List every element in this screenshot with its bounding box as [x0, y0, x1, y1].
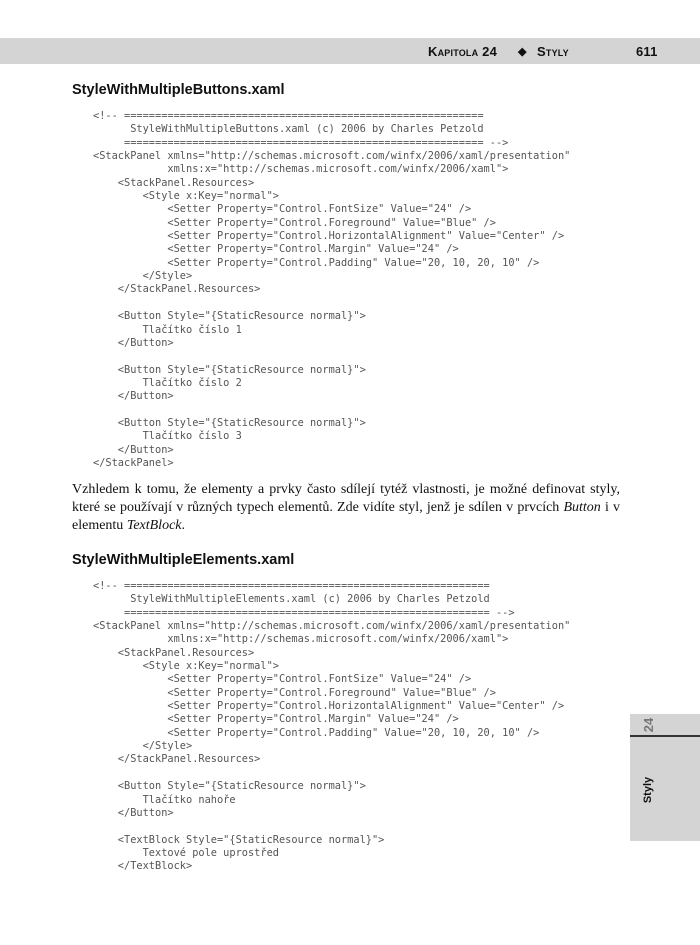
side-tab-divider	[630, 735, 700, 737]
side-tab-chapter-number: 24	[641, 717, 656, 733]
listing-title-multiple-buttons: StyleWithMultipleButtons.xaml	[72, 82, 285, 98]
paragraph-text: i v elementu	[72, 500, 620, 533]
code-listing-multiple-elements: <!-- =========================================================== StyleWithMultipleElements.xaml (c) 2006 by Charles Petzold =========================================================== --> <StackPanel xmlns="http://schemas.microsoft.com/winfx/2006/xaml/presentation" xmlns:x="http://schemas.microsoft.com/winfx/2006/xaml"> <StackPanel.Resources> <Style x:Key="normal"> <Setter Property="Control.FontSize" Value="24" /> <Setter Property="Control.Foreground" Value="Blue" /> <Setter Property="Control.HorizontalAlignment" Value="Center" /> <Setter Property="Control.Margin" Value="24" /> <Setter Property="Control.Padding" Value="20, 10, 20, 10" /> </Style> </StackPanel.Resources> <Button Style="{StaticResource normal}"> Tlačítko nahoře </Button> <TextBlock Style="{StaticResource normal}"> Textové pole uprostřed </TextBlock>	[93, 580, 571, 873]
paragraph-emphasis-button: Button	[563, 500, 601, 515]
paragraph-emphasis-textblock: TextBlock	[126, 518, 182, 533]
paragraph-text: .	[181, 518, 185, 533]
listing-title-multiple-elements: StyleWithMultipleElements.xaml	[72, 552, 295, 568]
code-listing-multiple-buttons: <!-- ========================================================== StyleWithMultipleButtons.xaml (c) 2006 by Charles Petzold ========================================================== --> <StackPanel xmlns="http://schemas.microsoft.com/winfx/2006/xaml/presentation" xmlns:x="http://schemas.microsoft.com/winfx/2006/xaml"> <StackPanel.Resources> <Style x:Key="normal"> <Setter Property="Control.FontSize" Value="24" /> <Setter Property="Control.Foreground" Value="Blue" /> <Setter Property="Control.HorizontalAlignment" Value="Center" /> <Setter Property="Control.Margin" Value="24" /> <Setter Property="Control.Padding" Value="20, 10, 20, 10" /> </Style> </StackPanel.Resources> <Button Style="{StaticResource normal}"> Tlačítko číslo 1 </Button> <Button Style="{StaticResource normal}"> Tlačítko číslo 2 </Button> <Button Style="{StaticResource normal}"> Tlačítko číslo 3 </Button> </StackPanel>	[93, 110, 571, 469]
chapter-title: Styly	[537, 44, 569, 59]
diamond-separator: ◆	[518, 46, 527, 58]
paragraph-text: Vzhledem k tomu, že elementy a prvky často sdílejí tytéž vlastnosti, je možné definovat styly, které se používají v různých typech elementů. Zde vidíte styl, jenž je sdílen v prvcích	[72, 482, 620, 515]
page-number: 611	[636, 44, 658, 59]
running-header-bar	[0, 38, 700, 64]
side-tab-label: Styly	[642, 776, 654, 804]
body-paragraph	[72, 481, 620, 535]
chapter-label: Kapitola 24	[428, 44, 497, 59]
